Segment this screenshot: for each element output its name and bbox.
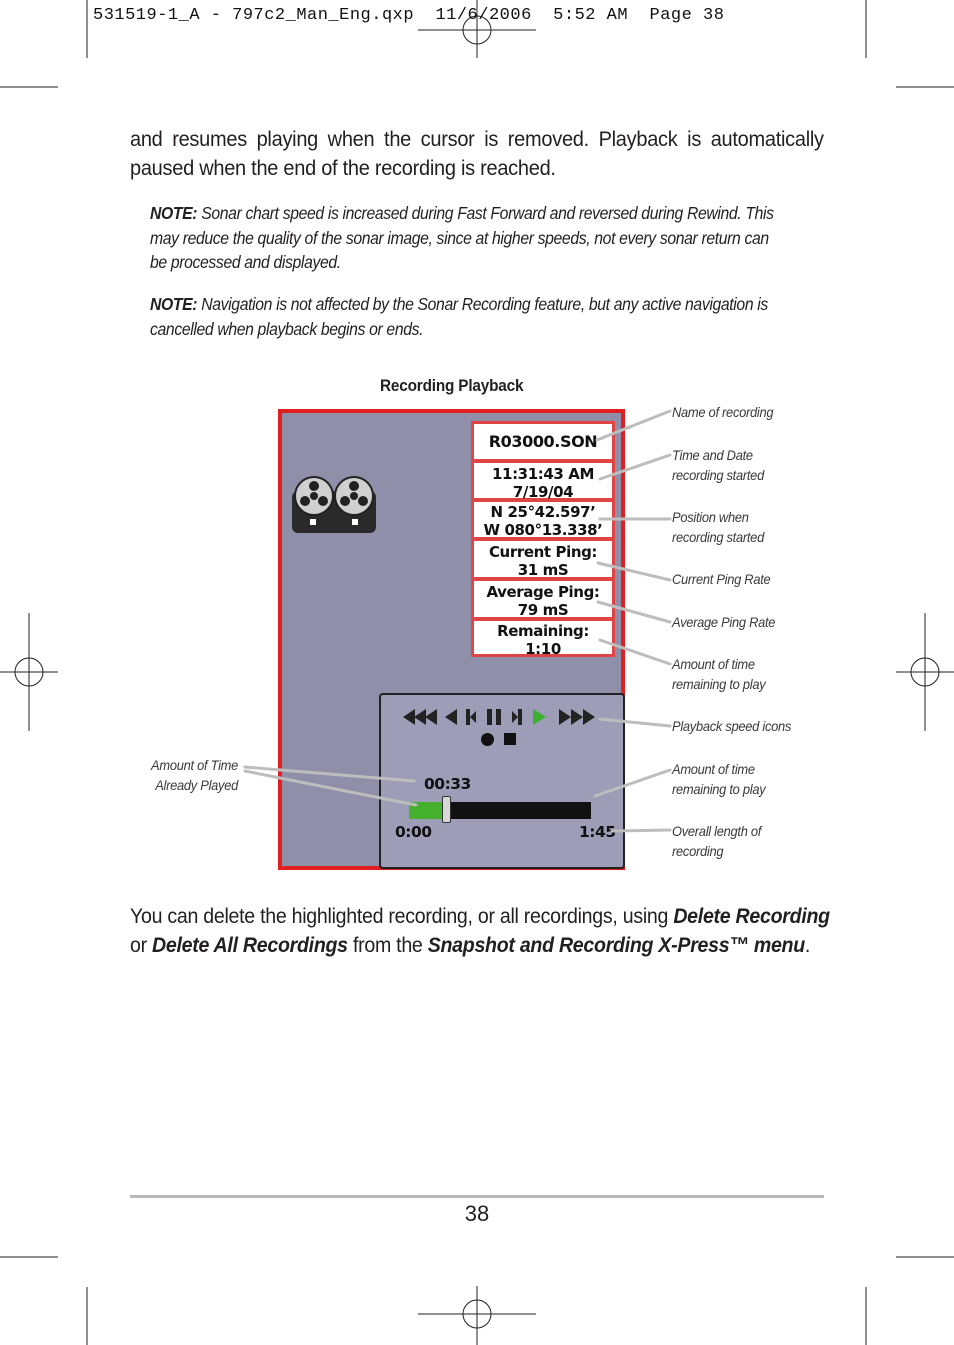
callout-overall-length: Overall length of recording	[672, 823, 762, 859]
delete-recording-term: Delete Recording	[673, 904, 830, 928]
average-ping-value: 79 mS	[517, 601, 569, 619]
closing-text-4: .	[804, 933, 811, 957]
note-2-text: Navigation is not affected by the Sonar Recording feature, but any active navigation is cancelled when playback begins or ends.	[150, 294, 768, 339]
callout-current-ping: Current Ping Rate	[672, 571, 771, 587]
note-2-label: NOTE:	[150, 294, 198, 314]
closing-text-1: You can delete the highlighted recording, or all recordings, using	[130, 904, 674, 928]
recording-time: 11:31:43 AM	[492, 465, 594, 483]
page-number: 38	[464, 1201, 490, 1226]
callout-remaining-bar: Amount of time remaining to play	[672, 761, 766, 797]
position-latitude: N 25°42.597’	[490, 503, 596, 521]
callout-name-of-recording: Name of recording	[672, 404, 774, 420]
total-length: 1:45	[579, 823, 616, 841]
recording-date: 7/19/04	[512, 483, 574, 501]
callout-average-ping: Average Ping Rate	[672, 614, 776, 630]
callout-speed-icons: Playback speed icons	[672, 718, 792, 734]
callout-time-date: Time and Date recording started	[672, 447, 764, 483]
start-time: 0:00	[395, 823, 432, 841]
note-1-label: NOTE:	[150, 203, 198, 223]
callout-remaining-info: Amount of time remaining to play	[672, 656, 766, 692]
recording-name-text: R03000.SON	[488, 432, 598, 451]
callout-time-played: Amount of Time Already Played	[151, 757, 238, 793]
print-slug: 531519-1_A - 797c2_Man_Eng.qxp 11/6/2006 5:52 AM Page 38	[93, 6, 725, 25]
figure-title: Recording Playback	[380, 377, 524, 395]
position-longitude: W 080°13.338’	[483, 521, 603, 539]
closing-text-2: or	[130, 933, 153, 957]
closing-paragraph	[130, 902, 831, 960]
note-1-text: Sonar chart speed is increased during Fast Forward and reversed during Rewind. This may reduce the quality of the sonar image, since at higher speeds, not every sonar return can be processed and displayed.	[150, 203, 774, 272]
delete-all-recordings-term: Delete All Recordings	[152, 933, 348, 957]
callout-position: Position when recording started	[672, 509, 764, 545]
remaining-label: Remaining:	[497, 622, 589, 640]
intro-paragraph: and resumes playing when the cursor is removed. Playback is automatically paused when the end of the recording is reached.	[130, 127, 824, 180]
current-ping-label: Current Ping:	[488, 543, 598, 561]
average-ping-label: Average Ping:	[486, 583, 600, 601]
elapsed-time: 00:33	[424, 775, 471, 793]
footer-rule	[130, 1195, 824, 1198]
xpress-menu-term: Snapshot and Recording X-Press™ menu	[427, 933, 805, 957]
current-ping-value: 31 mS	[517, 561, 569, 579]
closing-text-3: from the	[347, 933, 428, 957]
remaining-value: 1:10	[525, 640, 561, 658]
